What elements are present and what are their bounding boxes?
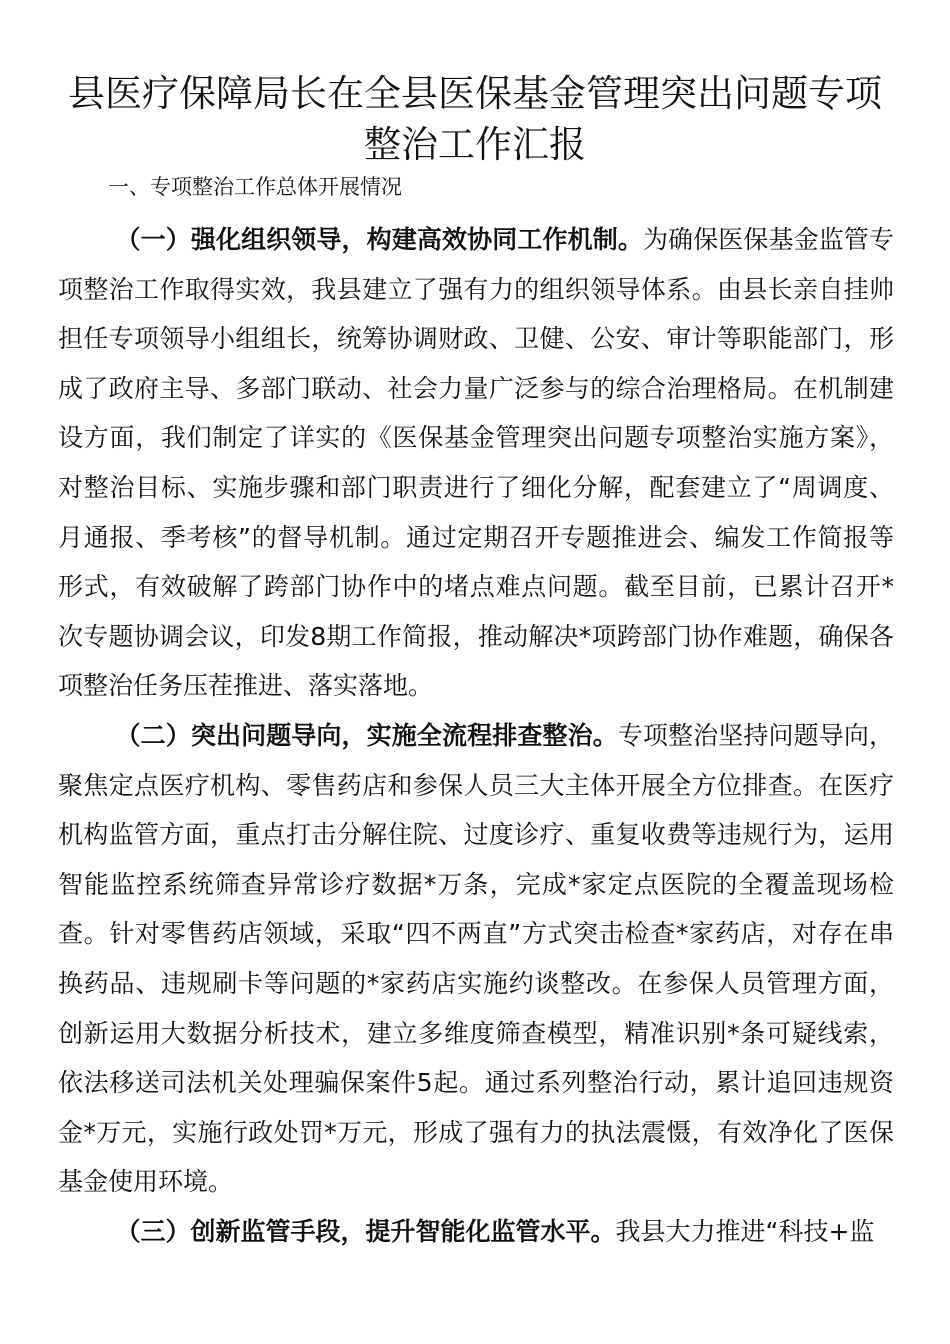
paragraph-3 — [58, 1207, 894, 1257]
paragraph-2-text: 专项整治坚持问题导向，聚焦定点医疗机构、零售药店和参保人员三大主体开展全方位排查。在医疗机构监管方面，重点打击分解住院、过度诊疗、重复收费等违规行为，运用智能监控系统筛查异常诊疗数据*万条，完成*家定点医院的全覆盖现场检查。针对零售药店领域，采取“四不两直”方式突击检查*家药店，对存在串换药品、违规刷卡等问题的*家药店实施约谈整改。在参保人员管理方面，创新运用大数据分析技术，建立多维度筛查模型，精准识别*条可疑线索，依法移送司法机关处理骗保案件5起。通过系列整治行动，累计追回违规资金*万元，实施行政处罚*万元，形成了强有力的执法震慑，有效净化了医保基金使用环境。 — [58, 720, 894, 1197]
section-heading: 一、专项整治工作总体开展情况 — [108, 175, 402, 199]
document-title: 县医疗保障局长在全县医保基金管理突出问题专项整治工作汇报 — [68, 72, 882, 166]
paragraph-3-text: 我县大力推进“科技+监 — [615, 1216, 875, 1246]
document-body — [58, 215, 894, 1256]
paragraph-1-lead: （一）强化组织领导，构建高效协同工作机制。 — [115, 225, 643, 254]
paragraph-1-text: 为确保医保基金监管专项整治工作取得实效，我县建立了强有力的组织领导体系。由县长亲自挂帅担任专项领导小组组长，统筹协调财政、卫健、公安、审计等职能部门，形成了政府主导、多部门联动、社会力量广泛参与的综合治理格局。在机制建设方面，我们制定了详实的《医保基金管理突出问题专项整治实施方案》，对整治目标、实施步骤和部门职责进行了细化分解，配套建立了“周调度、月通报、季考核”的督导机制。通过定期召开专题推进会、编发工作简报等形式，有效破解了跨部门协作中的堵点难点问题。截至目前，已累计召开*次专题协调会议，印发8期工作简报，推动解决*项跨部门协作难题，确保各项整治任务压茬推进、落实落地。 — [58, 225, 894, 701]
paragraph-3-lead: （三）创新监管手段，提升智能化监管水平。 — [115, 1216, 616, 1246]
paragraph-1 — [58, 215, 894, 711]
paragraph-2-lead: （二）突出问题导向，实施全流程排查整治。 — [115, 720, 618, 750]
paragraph-2 — [58, 711, 894, 1207]
